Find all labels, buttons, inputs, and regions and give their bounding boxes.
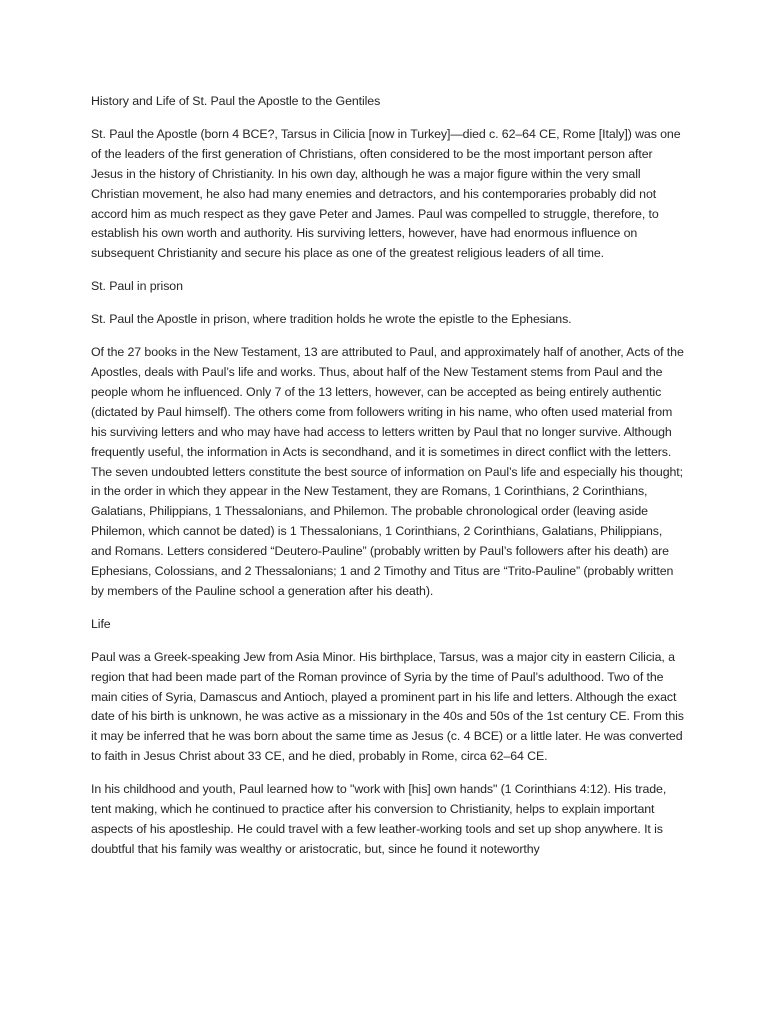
- document-title: History and Life of St. Paul the Apostle to the Gentiles: [91, 94, 381, 108]
- new-testament-paragraph: Of the 27 books in the New Testament, 13 are attributed to Paul, and approximately half of another, Acts of the Apostles, deals with Paul’s life and works. Thus, about half of the New Testament stems from Paul and the people whom he influenced. Only 7 of the 13 letters, however, can be accepted as being entirely authentic (dictated by Paul himself). The others come from followers writing in his name, who often used material from his surviving letters and who may have had access to letters written by Paul that no longer survive. Although frequently useful, the information in Acts is secondhand, and it is sometimes in direct conflict with the letters. The seven undoubted letters constitute the best source of information on Paul’s life and especially his thought; in the order in which they appear in the New Testament, they are Romans, 1 Corinthians, 2 Corinthians, Galatians, Philippians, 1 Thessalonians, and Philemon. The probable chronological order (leaving aside Philemon, which cannot be dated) is 1 Thessalonians, 1 Corinthians, 2 Corinthians, Galatians, Philippians, and Romans. Letters considered “Deutero-Pauline” (probably written by Paul’s followers after his death) are Ephesians, Colossians, and 2 Thessalonians; 1 and 2 Timothy and Titus are “Trito-Pauline” (probably written by members of the Pauline school a generation after his death).: [91, 345, 684, 598]
- life-heading: Life: [91, 616, 111, 631]
- life-paragraph-2: In his childhood and youth, Paul learned how to "work with [his] own hands" (1 Corinthians 4:12). His trade, tent making, which he continued to practice after his conversion to Christianity, helps to explain important aspects of his apostleship. He could travel with a few leather-working tools and set up shop anywhere. It is doubtful that his family was wealthy or aristocratic, but, since he found it noteworthy: [91, 782, 667, 856]
- image-heading: St. Paul in prison: [91, 279, 183, 294]
- life-paragraph-1: Paul was a Greek-speaking Jew from Asia Minor. His birthplace, Tarsus, was a major city in eastern Cilicia, a region that had been made part of the Roman province of Syria by the time of Paul’s adulthood. Two of the main cities of Syria, Damascus and Antioch, played a prominent part in his life and letters. Although the exact date of his birth is unknown, he was active as a missionary in the 40s and 50s of the 1st century CE. From this it may be inferred that he was born about the same time as Jesus (c. 4 BCE) or a little later. He was converted to faith in Jesus Christ about 33 CE, and he died, probably in Rome, circa 62–64 CE.: [91, 649, 684, 764]
- document-page: [91, 92, 685, 873]
- image-caption: St. Paul the Apostle in prison, where tradition holds he wrote the epistle to the Ephesians.: [91, 312, 572, 327]
- intro-paragraph: St. Paul the Apostle (born 4 BCE?, Tarsus in Cilicia [now in Turkey]—died c. 62–64 CE, Rome [Italy]) was one of the leaders of the first generation of Christians, often considered to be the most important person after Jesus in the history of Christianity. In his own day, although he was a major figure within the very small Christian movement, he also had many enemies and detractors, and his contemporaries probably did not accord him as much respect as they gave Peter and James. Paul was compelled to struggle, therefore, to establish his own worth and authority. His surviving letters, however, have had enormous influence on subsequent Christianity and secure his place as one of the greatest religious leaders of all time.: [91, 126, 681, 261]
